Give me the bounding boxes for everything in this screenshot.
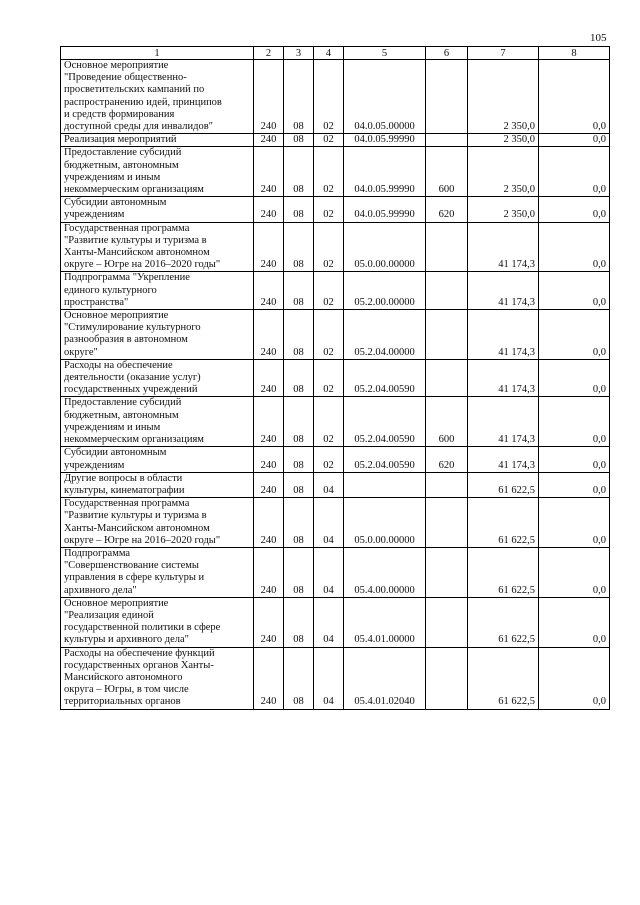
amount-2-cell: 0,0: [539, 197, 610, 222]
chapter-cell: 08: [284, 498, 314, 548]
column-header: 6: [426, 47, 468, 60]
chapter-cell: 08: [284, 222, 314, 272]
amount-2-cell: 0,0: [539, 397, 610, 447]
amount-cell: 41 174,3: [468, 310, 539, 360]
column-header: 1: [61, 47, 254, 60]
amount-2-cell: 0,0: [539, 498, 610, 548]
row-name-cell: Расходы на обеспечение функций государственных органов Ханты- Мансийского автономного округа – Югры, в том числе территориальных органов: [61, 647, 254, 709]
target-article-cell: 04.0.05.00000: [344, 60, 426, 134]
chapter-cell: 08: [284, 472, 314, 497]
target-article-cell: 05.2.04.00000: [344, 310, 426, 360]
expense-type-cell: [426, 547, 468, 597]
chapter-cell: 08: [284, 197, 314, 222]
row-name-cell: Другие вопросы в области культуры, кинематографии: [61, 472, 254, 497]
column-header: 7: [468, 47, 539, 60]
amount-cell: 41 174,3: [468, 359, 539, 397]
row-name-cell: Субсидии автономным учреждениям: [61, 197, 254, 222]
subsection-cell: 02: [314, 147, 344, 197]
expense-type-cell: [426, 359, 468, 397]
section-cell: 240: [254, 472, 284, 497]
chapter-cell: 08: [284, 60, 314, 134]
row-name-cell: Государственная программа "Развитие культуры и туризма в Ханты-Мансийском автономном округе – Югре на 2016–2020 годы": [61, 222, 254, 272]
table-row: [61, 147, 610, 197]
table-row: [61, 197, 610, 222]
section-cell: 240: [254, 359, 284, 397]
expense-type-cell: [426, 222, 468, 272]
amount-2-cell: 0,0: [539, 647, 610, 709]
target-article-cell: 05.2.04.00590: [344, 447, 426, 472]
expense-type-cell: 620: [426, 447, 468, 472]
amount-cell: 41 174,3: [468, 272, 539, 310]
amount-2-cell: 0,0: [539, 447, 610, 472]
subsection-cell: 02: [314, 359, 344, 397]
subsection-cell: 04: [314, 547, 344, 597]
table-row: [61, 647, 610, 709]
subsection-cell: 04: [314, 472, 344, 497]
section-cell: 240: [254, 498, 284, 548]
amount-cell: 41 174,3: [468, 447, 539, 472]
row-name-cell: Расходы на обеспечение деятельности (оказание услуг) государственных учреждений: [61, 359, 254, 397]
column-header: 8: [539, 47, 610, 60]
target-article-cell: 05.4.01.00000: [344, 597, 426, 647]
expense-type-cell: [426, 498, 468, 548]
section-cell: 240: [254, 597, 284, 647]
subsection-cell: 02: [314, 397, 344, 447]
target-article-cell: [344, 472, 426, 497]
table-row: [61, 310, 610, 360]
row-name-cell: Подпрограмма "Совершенствование системы управления в сфере культуры и архивного дела": [61, 547, 254, 597]
table-row: [61, 222, 610, 272]
table-row: [61, 472, 610, 497]
expense-type-cell: [426, 134, 468, 147]
section-cell: 240: [254, 272, 284, 310]
amount-cell: 2 350,0: [468, 60, 539, 134]
chapter-cell: 08: [284, 597, 314, 647]
amount-2-cell: 0,0: [539, 272, 610, 310]
subsection-cell: 04: [314, 597, 344, 647]
amount-cell: 61 622,5: [468, 647, 539, 709]
target-article-cell: 05.2.04.00590: [344, 359, 426, 397]
section-cell: 240: [254, 197, 284, 222]
amount-cell: 41 174,3: [468, 222, 539, 272]
amount-cell: 2 350,0: [468, 147, 539, 197]
table-row: [61, 498, 610, 548]
amount-cell: 61 622,5: [468, 547, 539, 597]
expense-type-cell: [426, 272, 468, 310]
column-header: 3: [284, 47, 314, 60]
chapter-cell: 08: [284, 359, 314, 397]
amount-2-cell: 0,0: [539, 60, 610, 134]
amount-2-cell: 0,0: [539, 310, 610, 360]
row-name-cell: Основное мероприятие "Проведение общественно- просветительских кампаний по распространению идей, принципов и средств формирования доступной среды для инвалидов": [61, 60, 254, 134]
target-article-cell: 05.2.04.00590: [344, 397, 426, 447]
subsection-cell: 02: [314, 134, 344, 147]
subsection-cell: 02: [314, 272, 344, 310]
section-cell: 240: [254, 647, 284, 709]
section-cell: 240: [254, 310, 284, 360]
chapter-cell: 08: [284, 310, 314, 360]
amount-cell: 61 622,5: [468, 498, 539, 548]
table-row: [61, 597, 610, 647]
column-header: 4: [314, 47, 344, 60]
expense-type-cell: 620: [426, 197, 468, 222]
amount-2-cell: 0,0: [539, 472, 610, 497]
section-cell: 240: [254, 447, 284, 472]
row-name-cell: Предоставление субсидий бюджетным, автономным учреждениям и иным некоммерческим организациям: [61, 147, 254, 197]
table-row: [61, 60, 610, 134]
target-article-cell: 04.0.05.99990: [344, 147, 426, 197]
amount-cell: 61 622,5: [468, 597, 539, 647]
page-number: 105: [590, 32, 607, 44]
column-header: 5: [344, 47, 426, 60]
amount-cell: 61 622,5: [468, 472, 539, 497]
section-cell: 240: [254, 134, 284, 147]
row-name-cell: Основное мероприятие "Стимулирование культурного разнообразия в автономном округе": [61, 310, 254, 360]
chapter-cell: 08: [284, 397, 314, 447]
section-cell: 240: [254, 60, 284, 134]
amount-2-cell: 0,0: [539, 547, 610, 597]
subsection-cell: 04: [314, 498, 344, 548]
expense-type-cell: [426, 472, 468, 497]
section-cell: 240: [254, 547, 284, 597]
amount-2-cell: 0,0: [539, 359, 610, 397]
expense-type-cell: [426, 597, 468, 647]
section-cell: 240: [254, 222, 284, 272]
subsection-cell: 02: [314, 197, 344, 222]
table-row: [61, 547, 610, 597]
target-article-cell: 05.4.01.02040: [344, 647, 426, 709]
row-name-cell: Государственная программа "Развитие культуры и туризма в Ханты-Мансийском автономном округе – Югре на 2016–2020 годы": [61, 498, 254, 548]
target-article-cell: 05.0.00.00000: [344, 222, 426, 272]
target-article-cell: 04.0.05.99990: [344, 197, 426, 222]
column-header: 2: [254, 47, 284, 60]
chapter-cell: 08: [284, 134, 314, 147]
subsection-cell: 02: [314, 447, 344, 472]
table-row: [61, 272, 610, 310]
expense-type-cell: [426, 60, 468, 134]
row-name-cell: Субсидии автономным учреждениям: [61, 447, 254, 472]
chapter-cell: 08: [284, 647, 314, 709]
target-article-cell: 05.2.00.00000: [344, 272, 426, 310]
row-name-cell: Основное мероприятие "Реализация единой государственной политики в сфере культуры и архивного дела": [61, 597, 254, 647]
subsection-cell: 02: [314, 60, 344, 134]
expense-type-cell: [426, 647, 468, 709]
section-cell: 240: [254, 397, 284, 447]
section-cell: 240: [254, 147, 284, 197]
expense-type-cell: [426, 310, 468, 360]
expense-type-cell: 600: [426, 397, 468, 447]
table-row: [61, 397, 610, 447]
subsection-cell: 02: [314, 222, 344, 272]
table-body: [61, 60, 610, 710]
row-name-cell: Реализация мероприятий: [61, 134, 254, 147]
chapter-cell: 08: [284, 547, 314, 597]
amount-cell: 41 174,3: [468, 397, 539, 447]
table-row: [61, 447, 610, 472]
subsection-cell: 02: [314, 310, 344, 360]
row-name-cell: Предоставление субсидий бюджетным, автономным учреждениям и иным некоммерческим организациям: [61, 397, 254, 447]
subsection-cell: 04: [314, 647, 344, 709]
amount-2-cell: 0,0: [539, 147, 610, 197]
target-article-cell: 05.0.00.00000: [344, 498, 426, 548]
amount-2-cell: 0,0: [539, 597, 610, 647]
row-name-cell: Подпрограмма "Укрепление единого культурного пространства": [61, 272, 254, 310]
target-article-cell: 05.4.00.00000: [344, 547, 426, 597]
amount-2-cell: 0,0: [539, 222, 610, 272]
chapter-cell: 08: [284, 147, 314, 197]
budget-table: [60, 46, 610, 710]
amount-cell: 2 350,0: [468, 197, 539, 222]
expense-type-cell: 600: [426, 147, 468, 197]
chapter-cell: 08: [284, 447, 314, 472]
table-row: [61, 359, 610, 397]
amount-2-cell: 0,0: [539, 134, 610, 147]
target-article-cell: 04.0.05.99990: [344, 134, 426, 147]
amount-cell: 2 350,0: [468, 134, 539, 147]
table-row: [61, 134, 610, 147]
chapter-cell: 08: [284, 272, 314, 310]
header-row: [61, 47, 610, 60]
